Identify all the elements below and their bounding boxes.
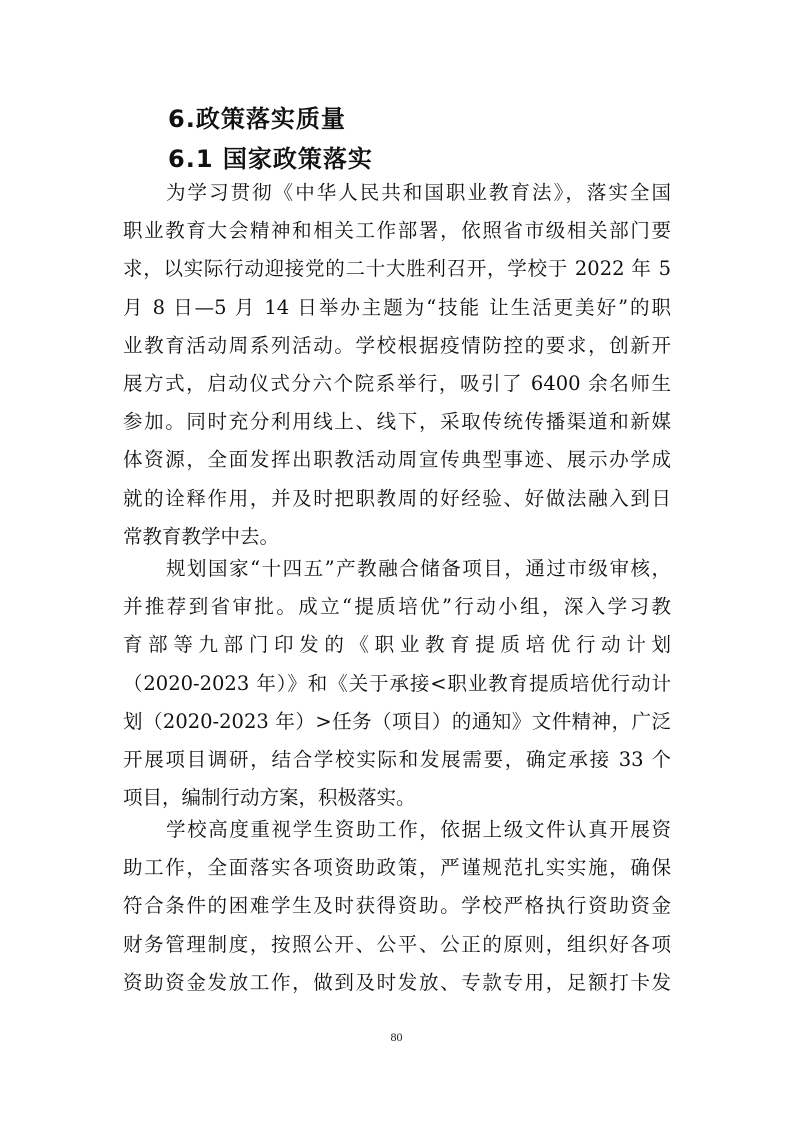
text-line: （2020-2023 年）》和《关于承接<职业教育提质培优行动计	[123, 671, 671, 695]
text-line: 职业教育大会精神和相关工作部署，依照省市级相关部门要	[123, 219, 671, 243]
text-line: 业教育活动周系列活动。学校根据疫情防控的要求，创新开	[123, 333, 671, 357]
text-line: 参加。同时充分利用线上、线下，采取传统传播渠道和新媒	[123, 410, 671, 434]
text-line: 学校高度重视学生资助工作，依据上级文件认真开展资	[166, 818, 671, 841]
text-line: 常教育教学中去。	[123, 524, 280, 548]
text-line: 育部等九部门印发的《职业教育提质培优行动计划	[123, 633, 671, 657]
text-line: 体资源，全面发挥出职教活动周宣传典型事迹、展示办学成	[123, 448, 671, 472]
paragraph-student-aid	[123, 811, 671, 1002]
text-line: 财务管理制度，按照公开、公平、公正的原则，组织好各项	[123, 932, 671, 956]
text-line: 为学习贯彻《中华人民共和国职业教育法》，落实全国	[166, 181, 671, 204]
text-line: 助工作，全面落实各项资助政策，严谨规范扎实实施，确保	[123, 856, 671, 880]
text-line: 资助资金发放工作，做到及时发放、专款专用，足额打卡发	[123, 970, 671, 994]
text-line: 展方式，启动仪式分六个院系举行，吸引了 6400 余名师生	[123, 371, 671, 395]
text-line: 符合条件的困难学生及时获得资助。学校严格执行资助资金	[123, 894, 671, 918]
text-line: 月 8 日—5 月 14 日举办主题为“技能 让生活更美好”的职	[123, 295, 671, 319]
subsection-heading: 6.1 国家政策落实	[168, 145, 373, 173]
text-line: 划（2020-2023 年）>任务（项目）的通知》文件精神，广泛	[123, 709, 671, 733]
text-line: 并推荐到省审批。成立“提质培优”行动小组，深入学习教	[123, 595, 671, 619]
page-number: 80	[390, 1030, 403, 1044]
paragraph-national-policy	[123, 174, 671, 556]
section-heading: 6.政策落实质量	[168, 105, 346, 133]
paragraph-project-planning	[123, 550, 671, 817]
text-line: 规划国家“十四五”产教融合储备项目，通过市级审核，	[166, 557, 671, 580]
text-line: 就的诠释作用，并及时把职教周的好经验、好做法融入到日	[123, 486, 671, 510]
text-line: 项目，编制行动方案，积极落实。	[123, 786, 416, 810]
text-line: 开展项目调研，结合学校实际和发展需要，确定承接 33 个	[123, 747, 671, 771]
text-line: 求，以实际行动迎接党的二十大胜利召开，学校于 2022 年 5	[123, 257, 671, 281]
